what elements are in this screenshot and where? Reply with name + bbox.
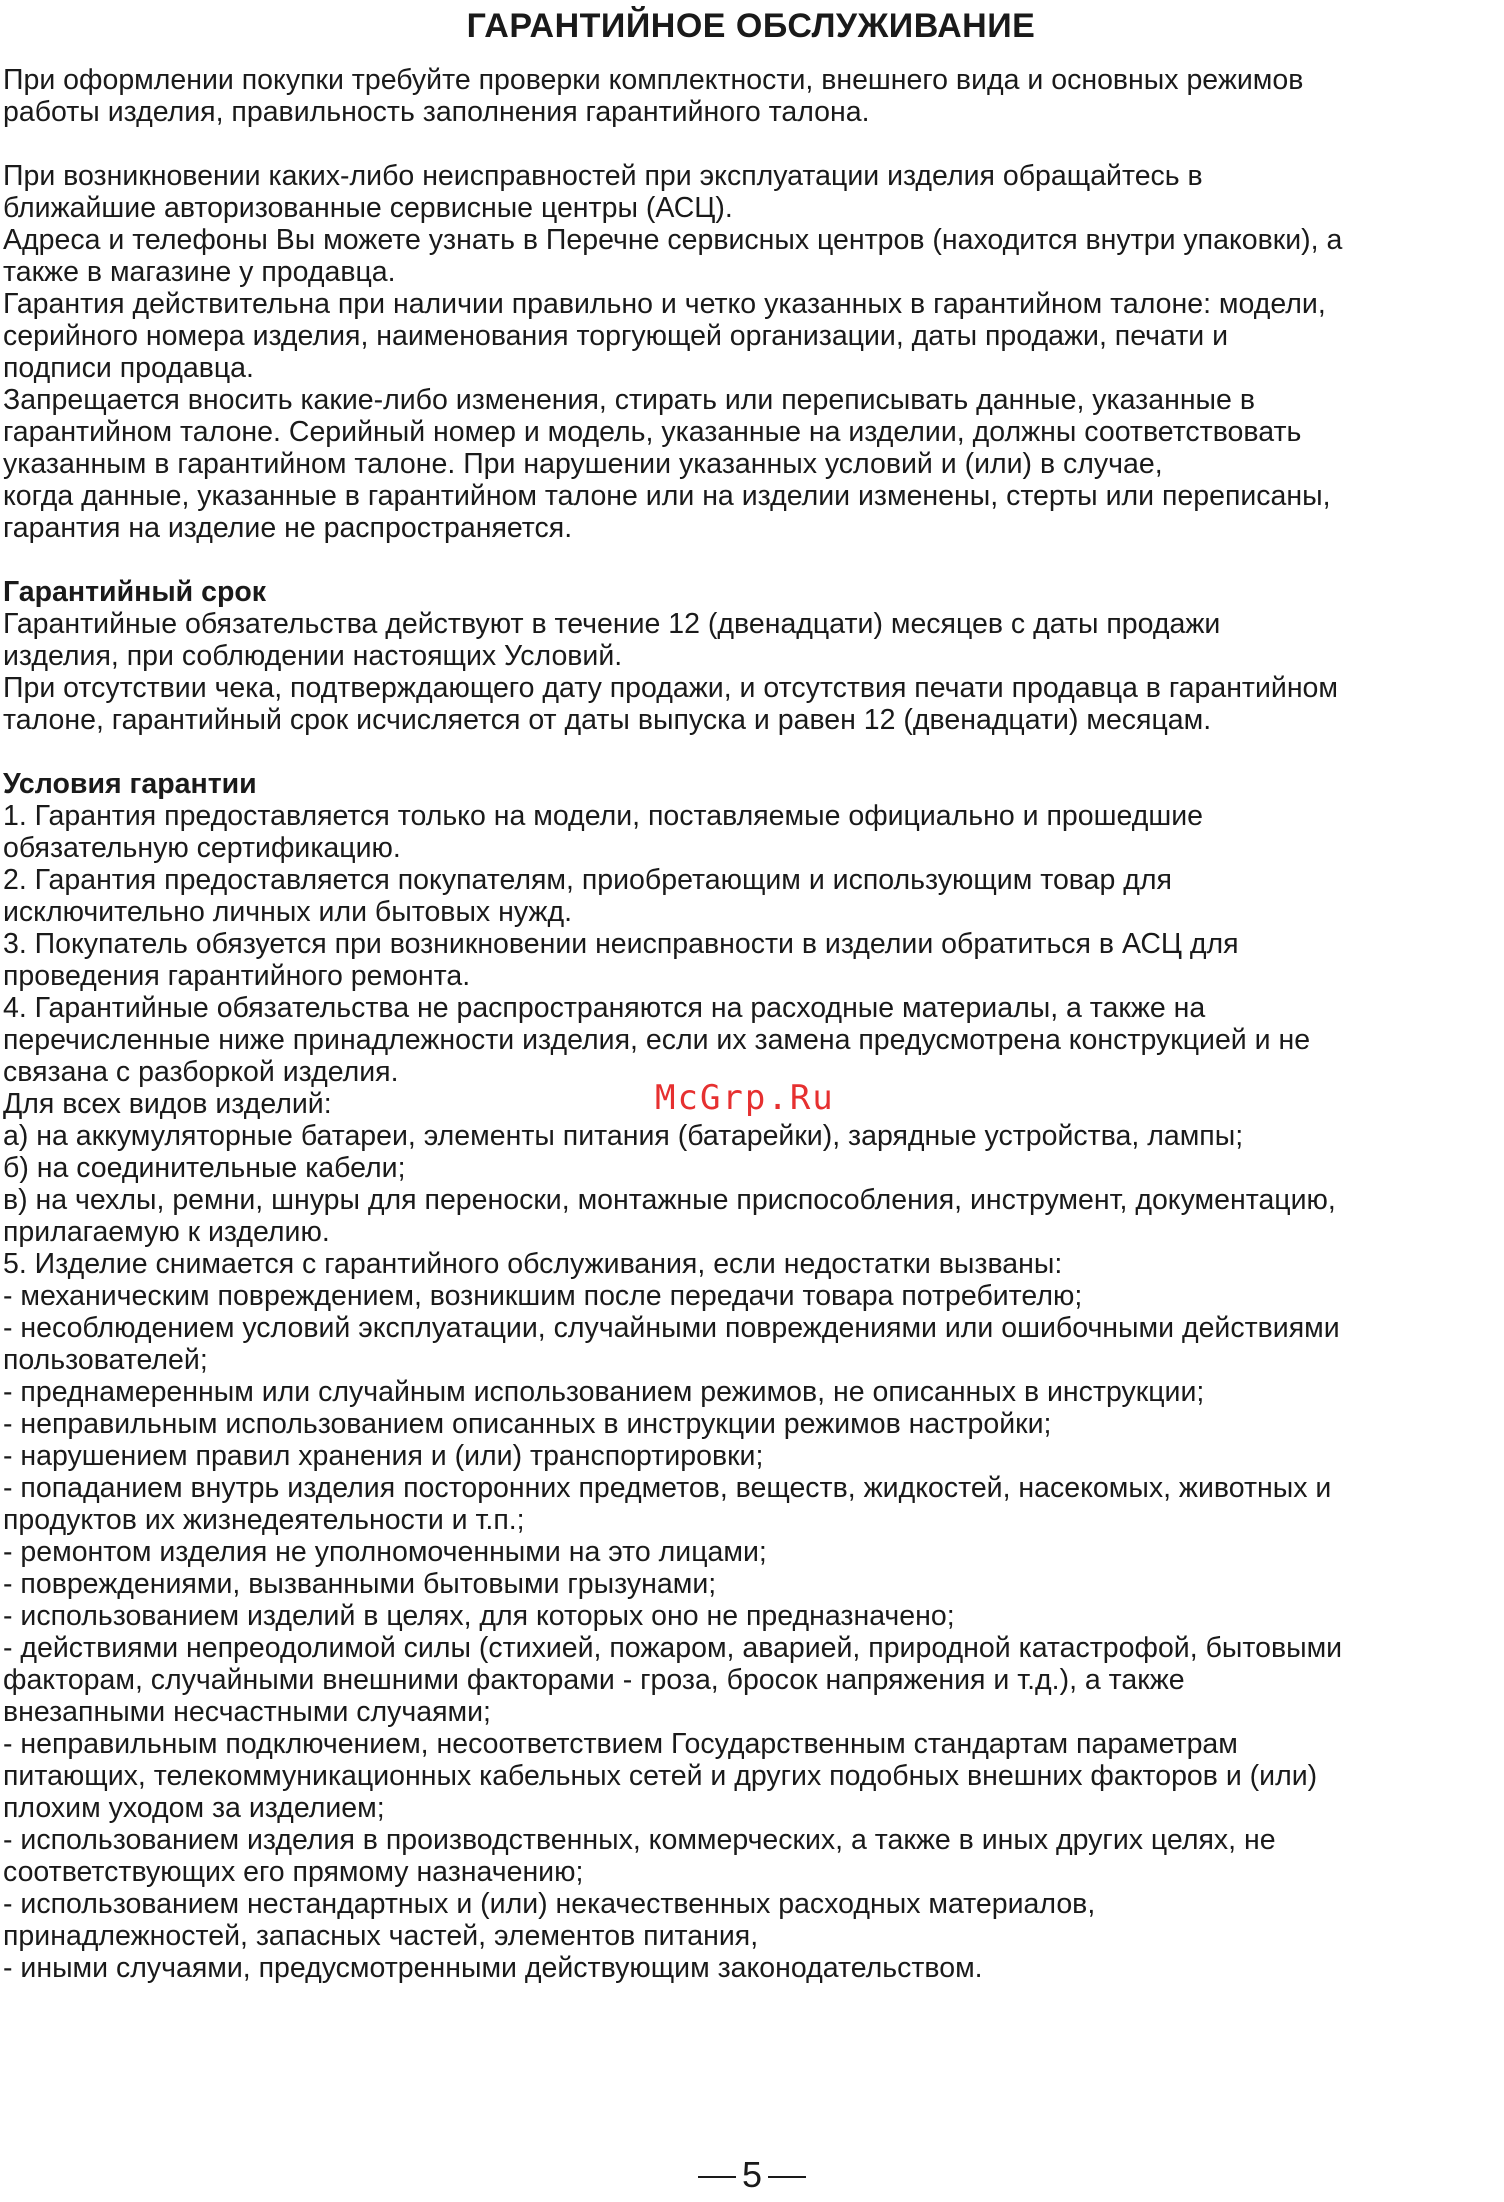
text-line: перечисленные ниже принадлежности изделия, если их замена предусмотрена конструкцией и не — [3, 1024, 1311, 1056]
text-line: При отсутствии чека, подтверждающего дату продажи, и отсутствия печати продавца в гарантийном — [3, 672, 1339, 704]
text-line: - действиями непреодолимой силы (стихией, пожаром, аварией, природной катастрофой, бытовыми — [3, 1632, 1343, 1664]
warranty-period-section — [3, 576, 1499, 736]
text-line: пользователей; — [3, 1344, 208, 1376]
text-line: подписи продавца. — [3, 352, 254, 384]
text-line: гарантийном талоне. Серийный номер и модель, указанные на изделии, должны соответствовать — [3, 416, 1302, 448]
conditions-section — [3, 768, 1499, 1984]
document-page — [3, 0, 1499, 1984]
page-number — [0, 2155, 1504, 2195]
text-line: Запрещается вносить какие-либо изменения, стирать или переписывать данные, указанные в — [3, 384, 1255, 416]
text-line: 4. Гарантийные обязательства не распространяются на расходные материалы, а также на — [3, 992, 1206, 1024]
text-line: принадлежностей, запасных частей, элементов питания, — [3, 1920, 759, 1952]
text-line: Адреса и телефоны Вы можете узнать в Перечне сервисных центров (находится внутри упаковки), а — [3, 224, 1343, 256]
text-line: изделия, при соблюдении настоящих Условий. — [3, 640, 623, 672]
text-line: - использованием изделия в производственных, коммерческих, а также в иных других целях, не — [3, 1824, 1276, 1856]
page-title: ГАРАНТИЙНОЕ ОБСЛУЖИВАНИЕ — [466, 7, 1036, 45]
text-line: талоне, гарантийный срок исчисляется от даты выпуска и равен 12 (двенадцати) месяцам. — [3, 704, 1212, 736]
text-line: серийного номера изделия, наименования торгующей организации, даты продажи, печати и — [3, 320, 1229, 352]
text-line: Гарантия действительна при наличии правильно и четко указанных в гарантийном талоне: модели, — [3, 288, 1326, 320]
text-line: При оформлении покупки требуйте проверки комплектности, внешнего вида и основных режимов — [3, 64, 1304, 96]
text-line: работы изделия, правильность заполнения гарантийного талона. — [3, 96, 870, 128]
text-line: Гарантийные обязательства действуют в течение 12 (двенадцати) месяцев с даты продажи — [3, 608, 1221, 640]
text-line: - преднамеренным или случайным использованием режимов, не описанных в инструкции; — [3, 1376, 1205, 1408]
paragraph-gap — [3, 128, 1499, 160]
text-line: 3. Покупатель обязуется при возникновении неисправности в изделии обратиться в АСЦ для — [3, 928, 1239, 960]
watermark-logo: McGrp.Ru — [655, 1078, 835, 1118]
text-line: - неправильным использованием описанных в инструкции режимов настройки; — [3, 1408, 1052, 1440]
page-number-value: 5 — [741, 2154, 763, 2195]
text-line: когда данные, указанные в гарантийном талоне или на изделии изменены, стерты или переписаны, — [3, 480, 1331, 512]
text-line: связана с разборкой изделия. — [3, 1056, 399, 1088]
text-line: прилагаемую к изделию. — [3, 1216, 330, 1248]
text-line: - нарушением правил хранения и (или) транспортировки; — [3, 1440, 764, 1472]
text-line: 1. Гарантия предоставляется только на модели, поставляемые официально и прошедшие — [3, 800, 1203, 832]
paragraph-gap — [3, 736, 1499, 768]
text-line: плохим уходом за изделием; — [3, 1792, 385, 1824]
text-line: соответствующих его прямому назначению; — [3, 1856, 584, 1888]
text-line: - использованием нестандартных и (или) некачественных расходных материалов, — [3, 1888, 1096, 1920]
intro-paragraph — [3, 64, 1499, 128]
text-line: в) на чехлы, ремни, шнуры для переноски, монтажные приспособления, инструмент, документацию, — [3, 1184, 1336, 1216]
section-heading: Условия гарантии — [3, 768, 257, 800]
text-line: б) на соединительные кабели; — [3, 1152, 406, 1184]
text-line: обязательную сертификацию. — [3, 832, 401, 864]
text-line: - неправильным подключением, несоответствием Государственным стандартам параметрам — [3, 1728, 1238, 1760]
text-line: питающих, телекоммуникационных кабельных сетей и других подобных внешних факторов и (или) — [3, 1760, 1318, 1792]
text-line: - использованием изделий в целях, для которых оно не предназначено; — [3, 1600, 955, 1632]
text-line: исключительно личных или бытовых нужд. — [3, 896, 573, 928]
text-line: указанным в гарантийном талоне. При нарушении указанных условий и (или) в случае, — [3, 448, 1163, 480]
paragraph-gap — [3, 544, 1499, 576]
text-line: Для всех видов изделий: — [3, 1088, 332, 1120]
text-line: - несоблюдением условий эксплуатации, случайными повреждениями или ошибочными действиями — [3, 1312, 1340, 1344]
text-line: внезапными несчастными случаями; — [3, 1696, 491, 1728]
text-line: - иными случаями, предусмотренными действующим законодательством. — [3, 1952, 983, 1984]
text-line: гарантия на изделие не распространяется. — [3, 512, 573, 544]
text-line: 2. Гарантия предоставляется покупателям, приобретающим и использующим товар для — [3, 864, 1172, 896]
text-line: ближайшие авторизованные сервисные центры (АСЦ). — [3, 192, 733, 224]
text-line: а) на аккумуляторные батареи, элементы питания (батарейки), зарядные устройства, лампы; — [3, 1120, 1244, 1152]
dash-right — [768, 2176, 806, 2178]
text-line: проведения гарантийного ремонта. — [3, 960, 471, 992]
text-line: факторам, случайными внешними факторами - гроза, бросок напряжения и т.д.), а также — [3, 1664, 1185, 1696]
text-line: - механическим повреждением, возникшим после передачи товара потребителю; — [3, 1280, 1083, 1312]
section-heading: Гарантийный срок — [3, 576, 267, 608]
general-section — [3, 160, 1499, 544]
dash-left — [698, 2176, 736, 2178]
text-line: продуктов их жизнедеятельности и т.п.; — [3, 1504, 525, 1536]
text-line: При возникновении каких-либо неисправностей при эксплуатации изделия обращайтесь в — [3, 160, 1203, 192]
text-line: также в магазине у продавца. — [3, 256, 396, 288]
text-line: 5. Изделие снимается с гарантийного обслуживания, если недостатки вызваны: — [3, 1248, 1063, 1280]
text-line: - ремонтом изделия не уполномоченными на это лицами; — [3, 1536, 767, 1568]
text-line: - попаданием внутрь изделия посторонних предметов, веществ, жидкостей, насекомых, животных и — [3, 1472, 1332, 1504]
text-line: - повреждениями, вызванными бытовыми грызунами; — [3, 1568, 717, 1600]
